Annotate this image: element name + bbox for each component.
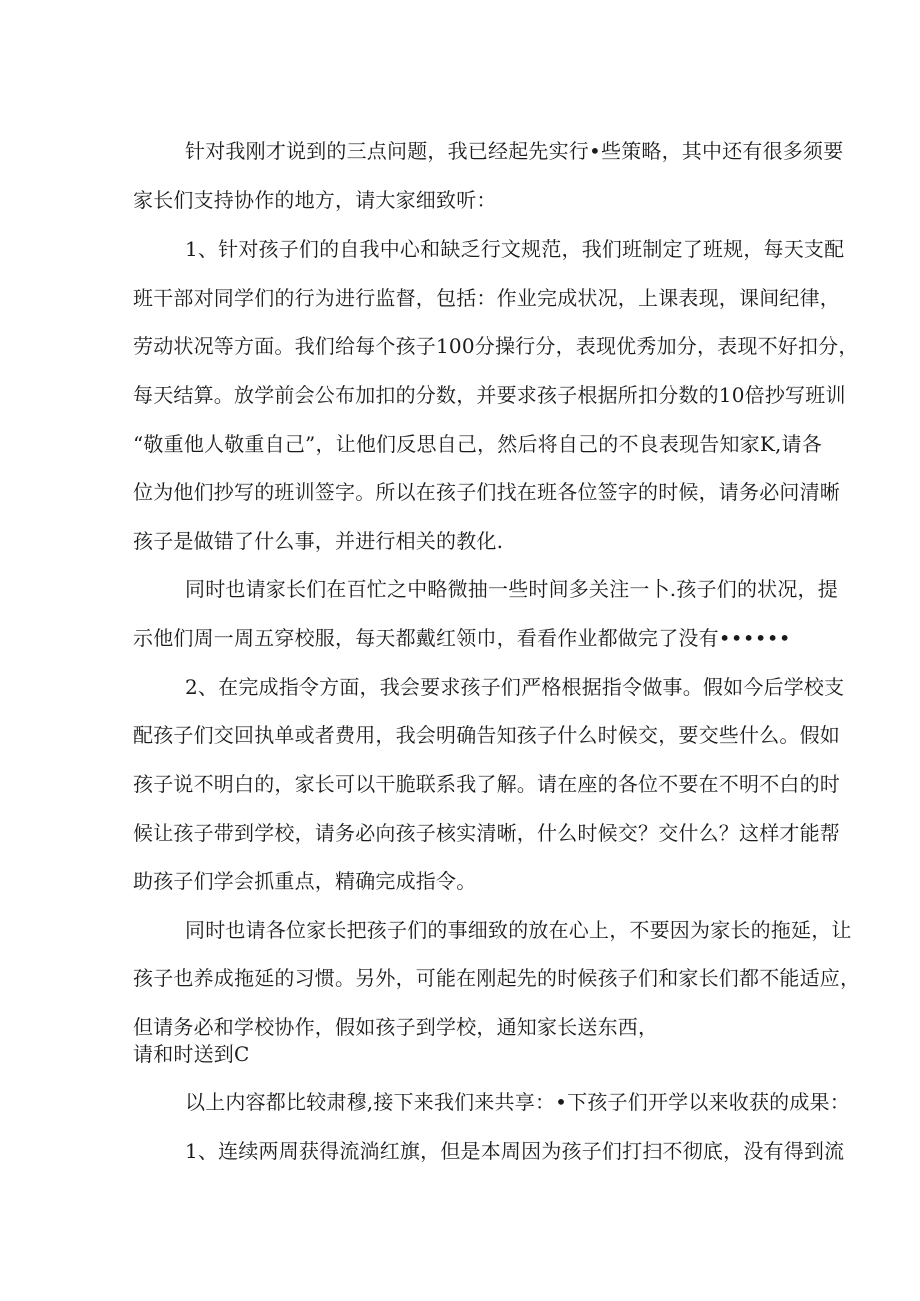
text-line: 1、针对孩子们的自我中心和缺乏行文规范，我们班制定了班规，每天支配	[185, 237, 845, 261]
text-line: 同时也请家长们在百忙之中略微抽一些时间多关注一卜.孩子们的状况，提	[185, 577, 838, 601]
text-line: 孩子说不明白的，家长可以干脆联系我了解。请在座的各位不要在不明不白的时	[133, 772, 840, 796]
text-line: 班干部对同学们的行为进行监督，包括：作业完成状况，上课表现，课间纪律，	[133, 286, 840, 310]
text-line: 以上内容都比较肃穆,接下来我们来共享：•下孩子们开学以来收获的成果：	[185, 1090, 850, 1114]
text-line: 孩子是做错了什么事，并进行相关的教化.	[133, 529, 504, 553]
text-line: “敬重他人敬重自己”，让他们反思自己，然后将自己的不良表现告知家K,请各	[133, 432, 822, 456]
text-line: 每天结算。放学前会公布加扣的分数，并要求孩子根据所扣分数的10倍抄写班训	[133, 383, 846, 407]
text-line: 请和时送到C	[133, 1042, 250, 1066]
text-line: 助孩子们学会抓重点，精确完成指令。	[133, 869, 477, 893]
text-line: 针对我刚才说到的三点问题，我已经起先实行•些策略，其中还有很多须要	[185, 139, 844, 163]
text-line: 1、连续两周获得流淌红旗，但是本周因为孩子们打扫不彻底，没有得到流	[185, 1139, 845, 1163]
text-line: 劳动状况等方面。我们给每个孩子100分操行分，表现优秀加分，表现不好扣分，	[133, 334, 859, 358]
text-line: 位为他们抄写的班训签字。所以在孩子们找在班各位签字的时候，请务必问清晰	[133, 480, 840, 504]
text-line: 候让孩子带到学校，请务必向孩子核实清晰，什么时候交？交什么？这样才能帮	[133, 821, 840, 845]
text-line: 孩子也养成拖延的习惯。另外，可能在刚起先的时候孩子们和家长们都不能适应，	[133, 966, 861, 990]
text-line: 配孩子们交回执单或者费用，我会明确告知孩子什么时候交，要交些什么。假如	[133, 723, 840, 747]
text-line: 家长们支持协作的地方，请大家细致听：	[133, 188, 497, 212]
text-line: 但请务必和学校协作，假如孩子到学校，通知家长送东西，	[133, 1015, 659, 1039]
text-line: 同时也请各位家长把孩子们的事细致的放在心上，不要因为家长的拖延，让	[185, 918, 852, 942]
text-line: 示他们周一周五穿校服，每天都戴红领巾，看看作业都做完了没有••••••	[133, 626, 791, 650]
text-line: 2、在完成指令方面，我会要求孩子们严格根据指令做事。假如今后学校支	[185, 675, 845, 699]
